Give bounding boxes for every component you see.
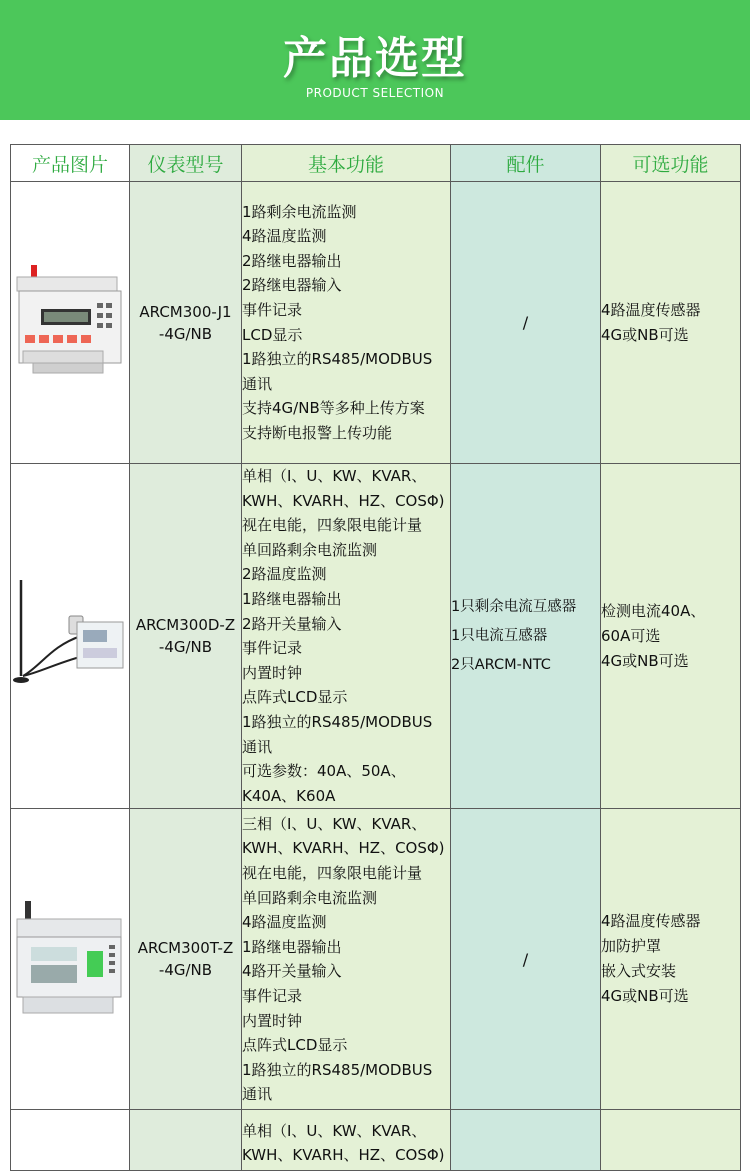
function-line: 视在电能，四象限电能计量 xyxy=(242,863,423,882)
function-line: 2路继电器输入 xyxy=(242,276,342,295)
function-line: 三相（I、U、KW、KVAR、 xyxy=(242,814,427,833)
options-cell xyxy=(601,809,741,1110)
functions-cell xyxy=(242,182,451,464)
function-line: 内置时钟 xyxy=(242,663,303,682)
model-cell xyxy=(130,809,242,1110)
function-line: 1路继电器输出 xyxy=(242,589,342,608)
model-name: ARCM300T-Z xyxy=(137,939,234,958)
table-row xyxy=(11,809,741,1110)
product-image-cell xyxy=(11,182,130,464)
function-line: LCD显示 xyxy=(242,325,303,344)
option-line: 4G或NB可选 xyxy=(601,651,689,670)
header-model: 仪表型号 xyxy=(130,145,242,182)
function-line: 事件记录 xyxy=(242,639,303,658)
function-line: 1路继电器输出 xyxy=(242,937,342,956)
product-image-cell xyxy=(11,464,130,809)
function-line: 1路独立的RS485/MODBUS xyxy=(242,350,433,369)
function-line: 2路开关量输入 xyxy=(242,614,342,633)
function-line: 单相（I、U、KW、KVAR、 xyxy=(242,467,427,485)
function-line: 内置时钟 xyxy=(242,1011,303,1030)
accessory-line: 1只电流互感器 xyxy=(451,627,548,644)
product-image-arcm300-j1 xyxy=(11,263,129,383)
model-cell xyxy=(130,182,242,464)
function-line: 点阵式LCD显示 xyxy=(242,1036,348,1055)
functions-cell xyxy=(242,809,451,1110)
header-optional-functions: 可选功能 xyxy=(601,145,741,182)
header-basic-functions: 基本功能 xyxy=(242,145,451,182)
model-name: ARCM300D-Z xyxy=(135,616,236,635)
option-line: 4G或NB可选 xyxy=(601,325,689,344)
function-line: 事件记录 xyxy=(242,300,303,319)
product-image-cell xyxy=(11,809,130,1110)
option-line: 4路温度传感器 xyxy=(601,300,701,319)
option-line: 60A可选 xyxy=(601,626,661,645)
accessories-cell: / xyxy=(451,182,601,464)
accessories-cell xyxy=(451,464,601,809)
function-line: 2路温度监测 xyxy=(242,565,327,584)
product-selection-table xyxy=(10,144,741,1171)
function-line: 视在电能，四象限电能计量 xyxy=(242,516,423,535)
function-line: 单回路剩余电流监测 xyxy=(242,888,378,907)
accessories-cell xyxy=(451,1110,601,1171)
table-row xyxy=(11,182,741,464)
function-line: KWH、KVARH、HZ、COSΦ) xyxy=(242,839,445,858)
function-line: KWH、KVARH、HZ、COSΦ) xyxy=(242,491,445,510)
option-line: 4路温度传感器 xyxy=(601,912,701,931)
function-line: 通讯 xyxy=(242,1085,273,1104)
accessory-line: 1只剩余电流互感器 xyxy=(451,598,577,615)
table-row xyxy=(11,1110,741,1171)
options-cell xyxy=(601,464,741,809)
function-line: 2路继电器输出 xyxy=(242,251,342,270)
function-line: 1路独立的RS485/MODBUS xyxy=(242,1060,433,1079)
table-row xyxy=(11,464,741,809)
function-line: 1路独立的RS485/MODBUS xyxy=(242,712,433,731)
function-line: 4路开关量输入 xyxy=(242,962,342,981)
model-cell xyxy=(130,1110,242,1171)
page-subtitle: PRODUCT SELECTION xyxy=(305,86,445,100)
function-line: 可选参数：40A、50A、 xyxy=(242,762,406,781)
function-line: 通讯 xyxy=(242,737,273,756)
options-cell xyxy=(601,182,741,464)
product-image-arcm300t-z xyxy=(11,899,129,1019)
model-suffix: -4G/NB xyxy=(158,638,213,657)
function-line: 单回路剩余电流监测 xyxy=(242,540,378,559)
header-banner xyxy=(0,0,750,120)
function-line: 通讯 xyxy=(242,374,273,393)
product-image-cell xyxy=(11,1110,130,1171)
function-line: 1路剩余电流监测 xyxy=(242,202,357,221)
function-line: 4路温度监测 xyxy=(242,227,327,246)
function-line: KWH、KVARH、HZ、COSΦ) xyxy=(242,1146,445,1165)
page-title: 产品选型 xyxy=(283,33,467,84)
accessory-line: 2只ARCM-NTC xyxy=(451,656,551,673)
header-accessories: 配件 xyxy=(451,145,601,182)
product-image-arcm300d-z xyxy=(11,576,129,696)
function-line: 点阵式LCD显示 xyxy=(242,688,348,707)
model-suffix: -4G/NB xyxy=(158,961,213,980)
option-line: 加防护罩 xyxy=(601,937,662,956)
model-cell xyxy=(130,464,242,809)
accessories-cell: / xyxy=(451,809,601,1110)
header-product-image: 产品图片 xyxy=(11,145,130,182)
table-header-row xyxy=(11,145,741,182)
option-line: 4G或NB可选 xyxy=(601,987,689,1006)
function-line: 支持断电报警上传功能 xyxy=(242,423,393,442)
functions-cell xyxy=(242,464,451,809)
option-line: 嵌入式安装 xyxy=(601,962,677,981)
options-cell xyxy=(601,1110,741,1171)
function-line: 单相（I、U、KW、KVAR、 xyxy=(242,1121,427,1140)
function-line: 事件记录 xyxy=(242,986,303,1005)
model-name: ARCM300-J1 xyxy=(139,302,232,321)
functions-cell xyxy=(242,1110,451,1171)
function-line: 4路温度监测 xyxy=(242,913,327,932)
function-line: K40A、K60A xyxy=(242,786,336,805)
model-suffix: -4G/NB xyxy=(158,324,213,343)
option-line: 检测电流40A、 xyxy=(601,601,706,620)
function-line: 支持4G/NB等多种上传方案 xyxy=(242,399,425,418)
